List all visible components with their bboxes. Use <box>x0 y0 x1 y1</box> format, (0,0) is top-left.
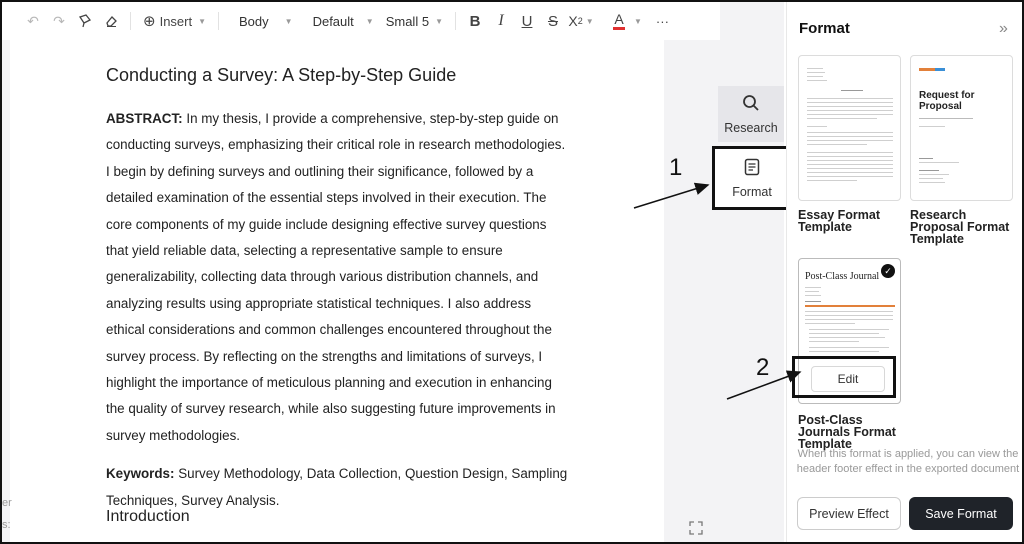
underline-button[interactable]: U <box>521 12 533 30</box>
chevron-down-icon: ▼ <box>435 16 443 26</box>
abstract-label: ABSTRACT: <box>106 111 183 126</box>
proposal-preview-heading: Request for Proposal <box>919 90 975 112</box>
text-color-icon: A <box>614 11 624 27</box>
offscreen-text-line: er <box>2 497 12 509</box>
edit-template-button[interactable]: Edit <box>811 366 885 392</box>
paragraph-style-value: Body <box>239 13 269 29</box>
keywords-label: Keywords: <box>106 466 175 482</box>
offscreen-text-line: s: <box>2 519 11 531</box>
chevron-down-icon: ▼ <box>284 16 293 26</box>
chevron-down-icon: ▼ <box>198 16 207 26</box>
step-number-1: 1 <box>669 154 683 181</box>
bold-button[interactable]: B <box>469 12 481 30</box>
strikethrough-button[interactable]: S <box>547 12 558 30</box>
collapse-panel-icon[interactable]: » <box>999 20 1008 37</box>
preview-effect-button[interactable]: Preview Effect <box>797 497 901 530</box>
insert-label: Insert <box>159 13 193 29</box>
redo-icon[interactable]: ↷ <box>53 12 65 29</box>
undo-icon[interactable]: ↶ <box>27 12 39 29</box>
document-title[interactable]: Conducting a Survey: A Step-by-Step Guide <box>106 65 457 85</box>
italic-button[interactable]: I <box>498 12 504 29</box>
chevron-down-icon: ▼ <box>585 16 594 26</box>
font-family-value: Default <box>312 13 354 29</box>
format-note: When this format is applied, you can view the header footer effect in the exported document <box>796 448 1020 475</box>
step-number-2: 2 <box>756 354 770 381</box>
essay-template-name[interactable]: Essay Format Template <box>798 208 880 234</box>
selected-check-icon: ✓ <box>881 264 895 278</box>
font-size-value: Small 5 <box>385 13 430 29</box>
tab-research-label: Research <box>724 120 778 135</box>
section-heading[interactable]: Introduction <box>106 508 190 525</box>
chevron-down-icon: ▼ <box>365 16 374 26</box>
save-format-button[interactable]: Save Format <box>909 497 1013 530</box>
more-options-icon[interactable]: ··· <box>655 13 669 29</box>
abstract-text: In my thesis, I provide a comprehensive, step-by-step guide on conducting surveys, emphasizing their critical role in research methodologies. I begin by defining surveys and outlining their significance, followed by a detailed examination of the essential steps involved in their execution. The core components of my guide include designing effective survey questions that yield reliable data, selecting a representative sample to ensure generalizability, collecting data through various distribution channels, and analyzing results using appropriate statistical techniques. I also address ethical considerations and common challenges encountered throughout the survey process. By reflecting on the strengths and limitations of surveys, I highlight the importance of meticulous planning and execution in enhancing the quality of survey research, while also suggesting future improvements in survey methodologies. <box>106 111 566 443</box>
keywords-text: Survey Methodology, Data Collection, Question Design, Sampling Techniques, Survey Analysis. <box>106 466 568 508</box>
subscript-mark: 2 <box>577 16 583 26</box>
panel-title: Format <box>799 20 850 37</box>
chevron-down-icon: ▼ <box>633 16 642 26</box>
tab-format-label: Format <box>732 184 772 199</box>
journal-preview-heading: Post-Class Journal <box>805 271 880 282</box>
subscript-label: X <box>568 13 578 29</box>
proposal-template-name[interactable]: Research Proposal Format Template <box>910 208 1010 246</box>
journal-template-name[interactable]: Post-Class Journals Format Template <box>798 413 896 451</box>
plus-circle-icon: ⊕ <box>143 13 156 30</box>
